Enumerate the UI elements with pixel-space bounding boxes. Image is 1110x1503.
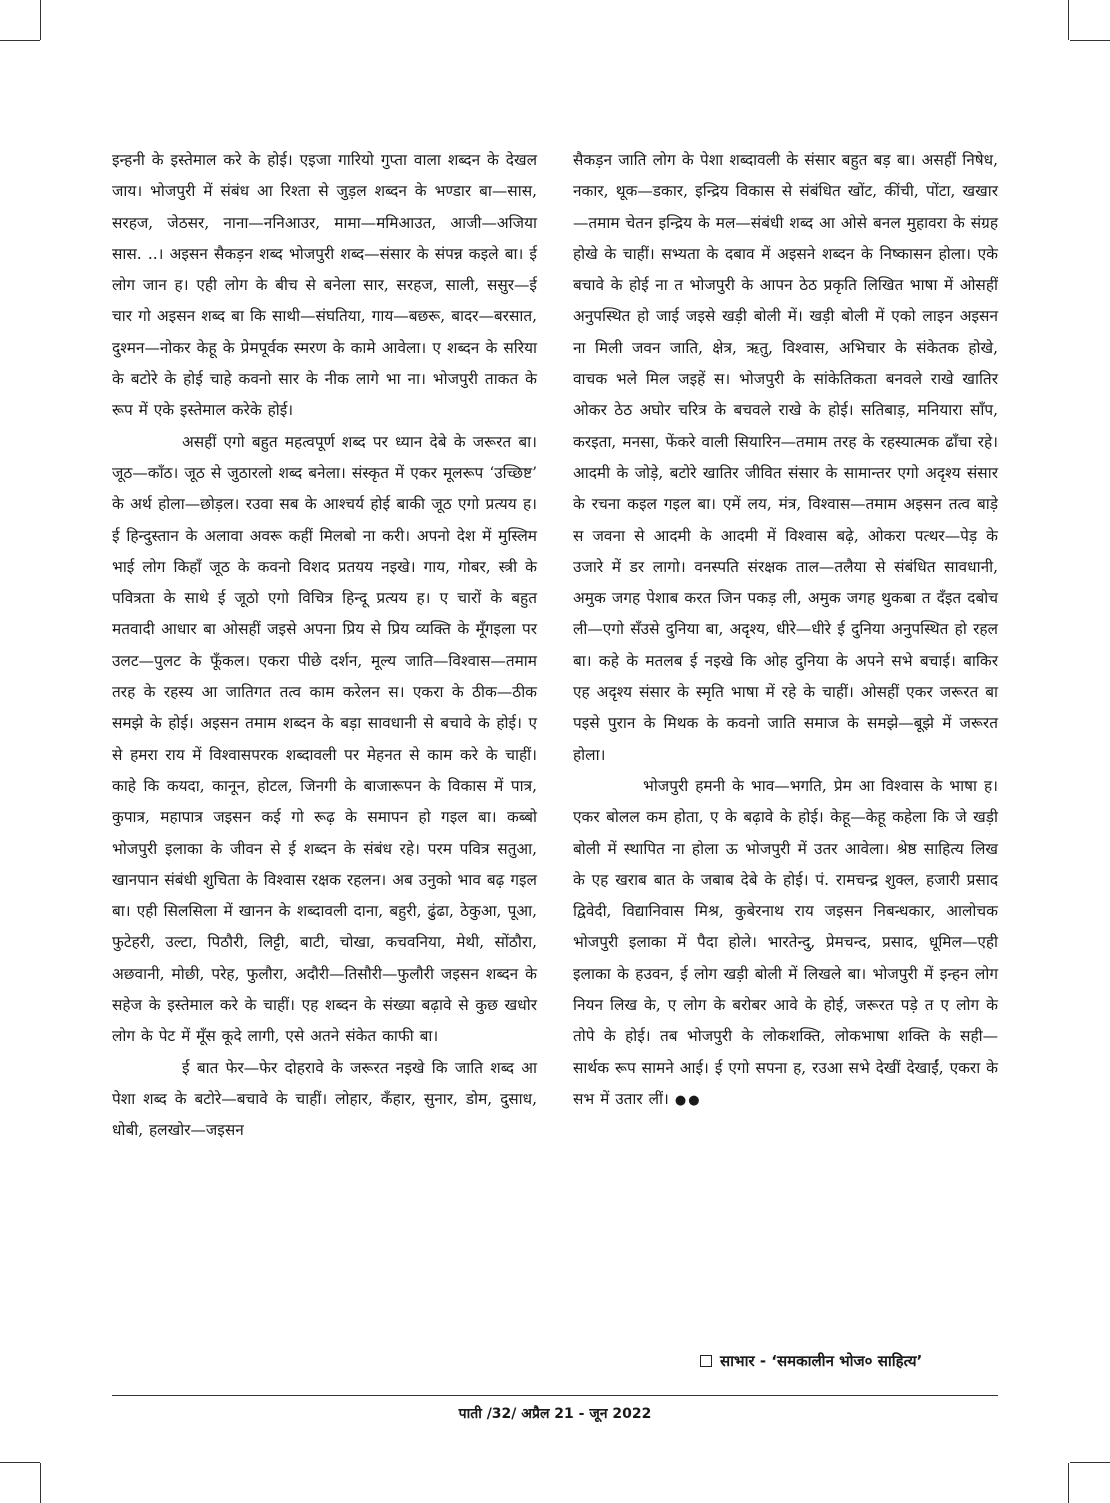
paragraph: ई बात फेर—फेर दोहरावे के जरूरत नइखे कि जाति शब्द आ पेशा शब्द के बटोरे—बचावे के चाहीं। लोहार, कँहार, सुनार, डोम, दुसाध, धोबी, हलखोर—जइसन [112,1058,537,1140]
crop-mark [1070,1462,1110,1463]
credit-source: ‘समकालीन भोज० साहित्य’ [771,1352,923,1370]
crop-mark [1068,0,1069,40]
paragraph-text: भोजपुरी हमनी के भाव—भगति, प्रेम आ विश्वास के भाषा ह। एकर बोलल कम होता, ए के बढ़ावे के होई। केहू—केहू कहेला कि जे खड़ी बोली में स्थापित ना होला ऊ भोजपुरी में उतर आवेला। श्रेष्ठ साहित्य लिख के एह खराब बात के जबाब देबे के होई। पं. रामचन्द्र शुक्ल, हजारी प्रसाद द्विवेदी, विद्यानिवास मिश्र, कुबेरनाथ राय जइसन निबन्धकार, आलोचक भोजपुरी इलाका में पैदा होले। भारतेन्दु, प्रेमचन्द, प्रसाद, धूमिल—एही इलाका के हउवन, ई लोग खड़ी बोली में लिखले बा। भोजपुरी में इन्हन लोग नियन लिख के, ए लोग के बरोबर आवे के होई, जरूरत पड़े त ए लोग के तोपे के होई। तब भोजपुरी के लोकशक्ति, लोकभाषा शक्ति के सही—सार्थक रूप सामने आई। ई एगो सपना ह, रउआ सभे देखीं देखाईं, एकरा के सभ में उतार लीं। [573,776,998,1108]
paragraph: असहीं एगो बहुत महत्वपूर्ण शब्द पर ध्यान देबे के जरूरत बा। जूठ—काँठ। जूठ से जुठारलो शब्द बनेला। संस्कृत में एकर मूलरूप ‘उच्छिष्ट’ के अर्थ होला—छोड़ल। रउवा सब के आश्चर्य होई बाकी जूठ एगो प्रत्यय ह। ई हिन्दुस्तान के अलावा अवरू कहीं मिलबो ना करी। अपनो देश में मुस्लिम भाई लोग किहाँ जूठ के कवनो विशद प्रतयय नइखे। गाय, गोबर, स्त्री के पवित्रता के साथे ई जूठो एगो विचित्र हिन्दू प्रत्यय ह। ए चारों के बहुत मतवादी आधार बा ओसहीं जइसे अपना प्रिय से प्रिय व्यक्ति के मूँगइला पर उलट—पुलट के फूँकल। एकरा पीछे दर्शन, मूल्य जाति—विश्वास—तमाम तरह के रहस्य आ जातिगत तत्व काम करेलन स। एकरा के ठीक—ठीक समझे के होई। अइसन तमाम शब्दन के बड़ा सावधानी से बचावे के होई। ए से हमरा राय में विश्वासपरक शब्दावली पर मेहनत से काम करे के चाहीं। काहे कि कयदा, कानून, होटल, जिनगी के बाजारूपन के विकास में पात्र, कुपात्र, महापात्र जइसन कई गो रूढ़ के समापन हो गइल बा। कब्बो भोजपुरी इलाका के जीवन से ई शब्दन के संबंध रहे। परम पवित्र सतुआ, खानपान संबंधी शुचिता के विश्वास रक्षक रहलन। अब उनुको भाव बढ़ गइल बा। एही सिलसिला में खानन के शब्दावली दाना, बहुरी, ढुंढा, ठेकुआ, पूआ, फुटेहरी, उल्टा, पिठौरी, लिट्टी, बाटी, चोखा, कचवनिया, मेथी, सोंठौरा, अछवानी, मोछी, परेह, फुलौरा, अदौरी—तिसौरी—फुलौरी जइसन शब्दन के सहेज के इस्तेमाल करे के चाहीं। एह शब्दन के संख्या बढ़ावे से कुछ खधोर लोग के पेट में मूँस कूदे लागी, एसे अतने संकेत काफी बा। [112,432,537,1046]
footer-rule [112,1395,998,1396]
credit-label: साभार [720,1352,755,1370]
paragraph-last [573,771,998,1116]
crop-mark [1068,1463,1069,1503]
crop-mark [0,40,40,41]
crop-mark [40,1463,41,1503]
paragraph: सैकड़न जाति लोग के पेशा शब्दावली के संसार बहुत बड़ बा। असहीं निषेध, नकार, थूक—डकार, इन्द्रिय विकास से संबंधित खोंट, कींची, पोंटा, खखार—तमाम चेतन इन्द्रिय के मल—संबंधी शब्द आ ओसे बनल मुहावरा के संग्रह होखे के चाहीं। सभ्यता के दबाव में अइसने शब्दन के निष्कासन होला। एके बचावे के होई ना त भोजपुरी के आपन ठेठ प्रकृति लिखित भाषा में ओसहीं अनुपस्थित हो जाई जइसे खड़ी बोली में। खड़ी बोली में एको लाइन अइसन ना मिली जवन जाति, क्षेत्र, ऋतु, विश्वास, अभिचार के संकेतक होखे, वाचक भले मिल जइहें स। भोजपुरी के सांकेतिकता बनवले राखे खातिर ओकर ठेठ अघोर चरित्र के बचवले राखे के होई। सतिबाड़, मनियारा साँप, करइता, मनसा, फेंकरे वाली सियारिन—तमाम तरह के रहस्यात्मक ढाँचा रहे। आदमी के जोड़े, बटोरे खातिर जीवित संसार के सामान्तर एगो अदृश्य संसार के रचना कइल गइल बा। एमें लय, मंत्र, विश्वास—तमाम अइसन तत्व बाड़े स जवना से आदमी के आदमी में विश्वास बढ़े, ओकरा पत्थर—पेड़ के उजारे में डर लागो। वनस्पति संरक्षक ताल—तलैया से संबंधित सावधानी, अमुक जगह पेशाब करत जिन पकड़ ली, अमुक जगह थुकबा त दँइत दबोच ली—एगो सँउसे दुनिया बा, अदृश्य, धीरे—धीरे ई दुनिया अनुपस्थित हो रहल बा। कहे के मतलब ई नइखे कि ओह दुनिया के अपने सभे बचाई। बाकिर एह अदृश्य संसार के स्मृति भाषा में रहे के चाहीं। ओसहीं एकर जरूरत बा पइसे पुरान के मिथक के कवनो जाति समाज के समझे—बूझे में जरूरत होला। [573,151,998,764]
paragraph: इन्हनी के इस्तेमाल करे के होई। एइजा गारियो गुप्ता वाला शब्दन के देखल जाय। भोजपुरी में संबंध आ रिश्ता से जुड़ल शब्दन के भण्डार बा—सास, सरहज, जेठसर, नाना—ननिआउर, मामा—ममिआउत, आजी—अजिया सास. ..। अइसन सैकड़न शब्द भोजपुरी शब्द—संसार के संपन्न कइले बा। ई लोग जान ह। एही लोग के बीच से बनेला सार, सरहज, साली, ससुर—ई चार गो अइसन शब्द बा कि साथी—संघतिया, गाय—बछरू, बादर—बरसात, दुश्मन—नोकर केहू के प्रेमपूर्वक स्मरण के कामे आवेला। ए शब्दन के सरिया के बटोरे के होई चाहे कवनो सार के नीक लागे भा ना। भोजपुरी ताकत के रूप में एके इस्तेमाल करेके होई। [112,151,537,420]
crop-mark [1070,40,1110,41]
right-column [573,145,998,1116]
crop-mark [40,0,41,40]
end-mark: ●● [674,1092,702,1108]
page-footer: पाती /32/ अप्रैल 21 - जून 2022 [458,1406,652,1422]
credit-separator: - [759,1352,767,1370]
left-column [112,145,537,1147]
source-credit [700,1351,1000,1371]
checkbox-square-icon [700,1355,712,1367]
crop-mark [0,1462,40,1463]
